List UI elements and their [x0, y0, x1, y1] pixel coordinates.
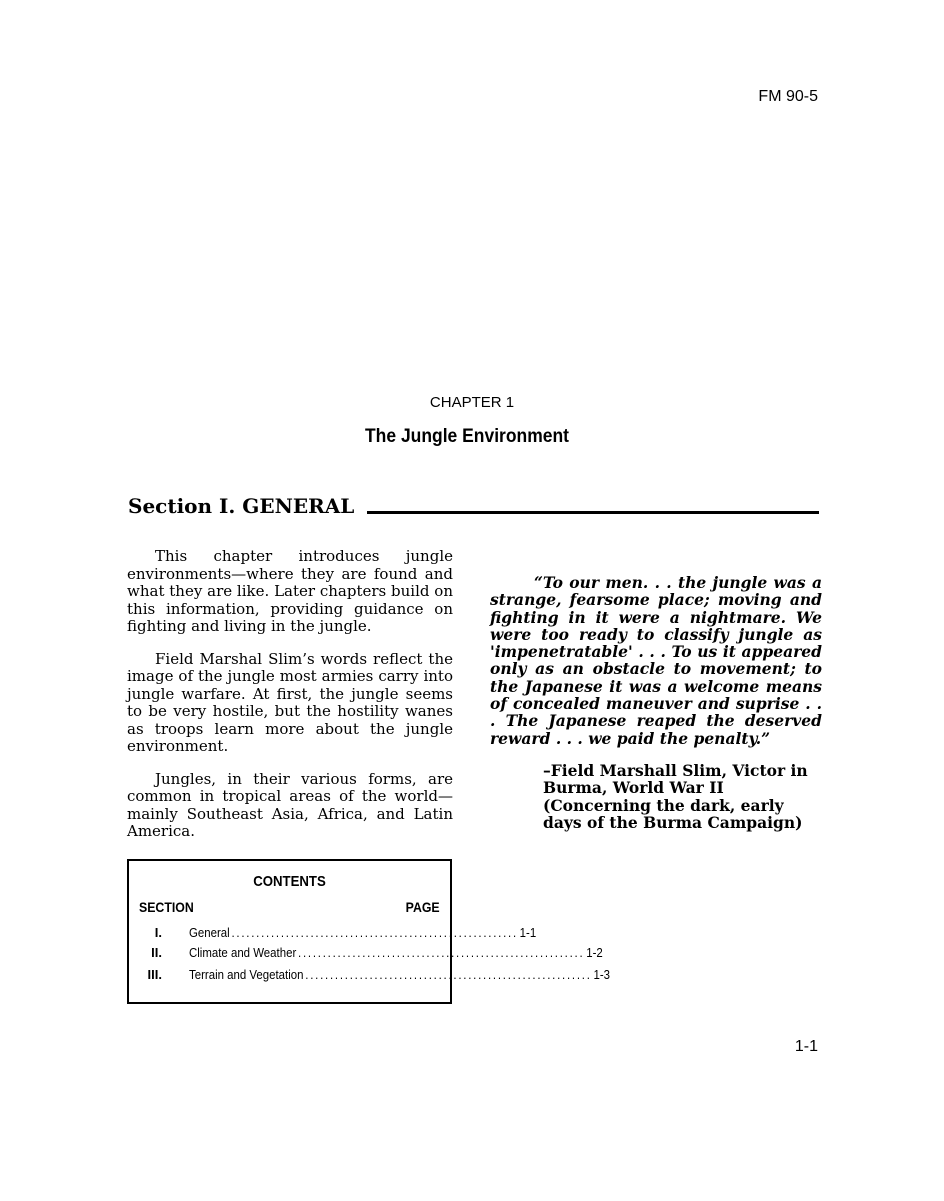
toc-entry — [189, 925, 537, 940]
toc-page: 1-1 — [519, 925, 537, 940]
toc-page: 1-3 — [593, 967, 610, 982]
toc-title: General — [189, 925, 230, 940]
chapter-title: The Jungle Environment — [365, 426, 569, 447]
toc-title: Terrain and Vegetation — [189, 967, 304, 982]
toc-page: 1-2 — [586, 945, 603, 960]
toc-number: III. — [147, 967, 162, 982]
toc-row[interactable] — [129, 945, 603, 965]
toc-leader-dots: .......................................................... — [298, 945, 585, 960]
contents-section-header: SECTION — [139, 899, 194, 915]
body-column — [127, 548, 453, 856]
section-heading: Section I. GENERAL — [128, 494, 355, 518]
toc-entry — [189, 967, 610, 982]
body-paragraph: Jungles, in their various forms, are common in tropical areas of the world—mainly Southeast Asia, Africa, and Latin America. — [127, 769, 453, 840]
toc-row[interactable] — [129, 967, 610, 987]
quote-column — [490, 574, 822, 831]
quote-attribution: –Field Marshall Slim, Victor in Burma, World War II (Concerning the dark, early days of the Burma Campaign) — [543, 760, 808, 832]
toc-row[interactable] — [129, 925, 537, 945]
section-rule — [367, 511, 819, 514]
toc-entry — [189, 945, 603, 960]
contents-page-header: PAGE — [405, 899, 440, 915]
toc-number: I. — [154, 925, 162, 940]
page-number: 1-1 — [794, 1038, 818, 1055]
toc-leader-dots: .......................................................... — [231, 925, 518, 940]
toc-number: II. — [151, 945, 162, 960]
toc-leader-dots: .......................................................... — [305, 967, 592, 982]
contents-box — [127, 859, 610, 1004]
toc-title: Climate and Weather — [189, 945, 297, 960]
body-paragraph: Field Marshal Slim’s words reflect the image of the jungle most armies carry into jungle warfare. At first, the jungle seems to be very hostile, but the hostility wanes as troops learn more about the jungle environment. — [127, 649, 453, 755]
body-paragraph: This chapter introduces jungle environments—where they are found and what they are like. Later chapters build on this information, providing guidance on fighting and living in the jungle. — [127, 547, 453, 635]
slim-quote: “To our men. . . the jungle was a strange, fearsome place; moving and fighting in it were a nightmare. We were too ready to classify jungle as 'impenetratable' . . . To us it appeared only as an obstacle to movement; to the Japanese it was a welcome means of concealed maneuver and suprise . . . The Japanese reaped the deserved reward . . . we paid the penalty.” — [490, 573, 822, 748]
chapter-label: CHAPTER 1 — [429, 394, 515, 411]
document-id: FM 90-5 — [758, 88, 818, 105]
contents-title: CONTENTS — [253, 873, 326, 890]
